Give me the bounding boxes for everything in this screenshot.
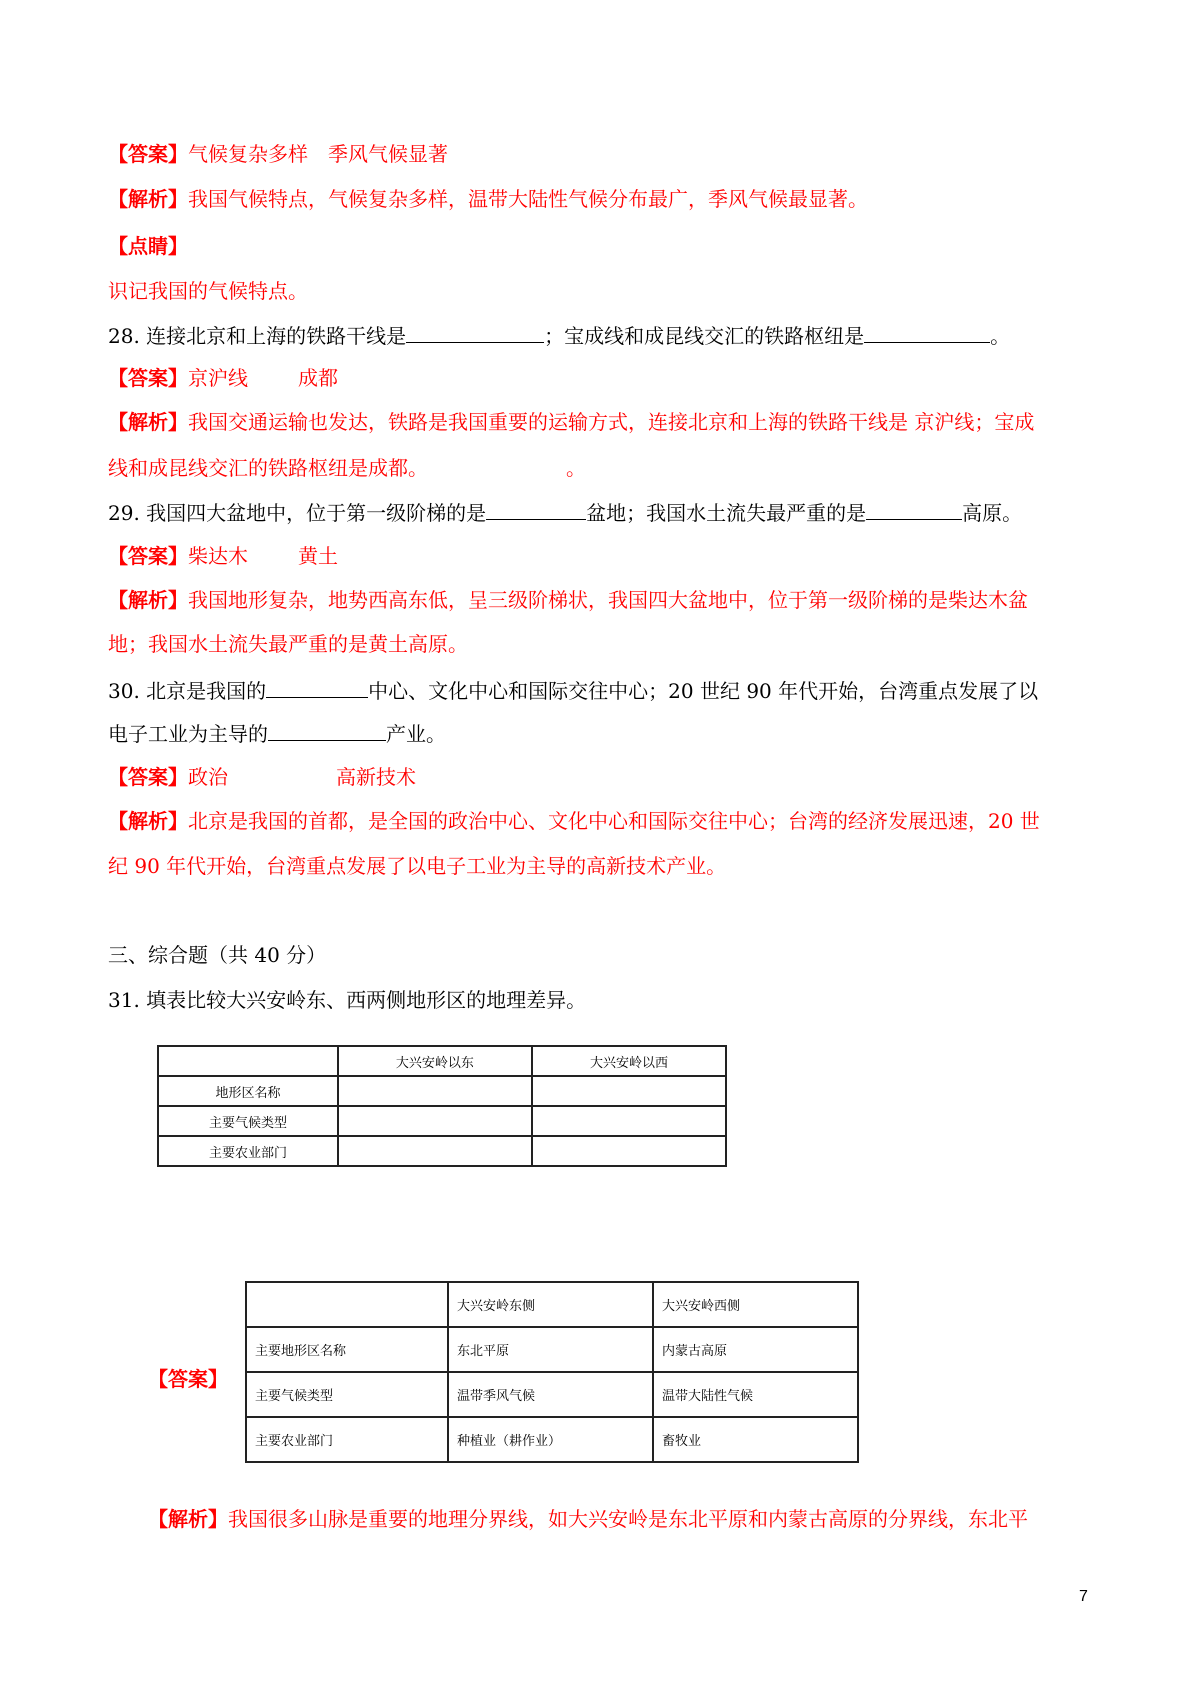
q29-analysis-2 (108, 630, 468, 658)
table-cell: 温带季风气候 (448, 1372, 653, 1417)
answer-value: 柴达木 (188, 544, 248, 568)
answer-blank (864, 320, 990, 343)
answer-value: 黄土 (298, 544, 338, 568)
q30-question-2 (108, 718, 446, 748)
table-row (158, 1136, 726, 1166)
table-row (246, 1372, 858, 1417)
table-cell (532, 1136, 726, 1166)
q28-answer (108, 364, 338, 392)
q31-question-table (157, 1045, 727, 1167)
table-header-row (158, 1046, 726, 1076)
q27-analysis (108, 185, 868, 213)
question-text: 高原。 (962, 501, 1023, 525)
analysis-text: 线和成昆线交汇的铁路枢纽是成都。 (108, 456, 428, 480)
table-cell (246, 1282, 448, 1327)
analysis-text: 我国地形复杂，地势西高东低，呈三级阶梯状，我国四大盆地中，位于第一级阶梯的是柴达木盆 (188, 588, 1028, 612)
table-row (158, 1076, 726, 1106)
analysis-tag: 【解析】 (148, 1507, 228, 1531)
table-header: 大兴安岭以东 (338, 1046, 532, 1076)
row-label: 主要地形区名称 (246, 1327, 448, 1372)
analysis-tag: 【解析】 (108, 187, 188, 211)
table-row (246, 1417, 858, 1462)
analysis-text: 北京是我国的首都，是全国的政治中心、文化中心和国际交往中心；台湾的经济发展迅速，20 世 (188, 809, 1040, 833)
question-text: 。 (990, 324, 1011, 348)
question-text: 电子工业为主导的 (108, 722, 268, 746)
table-header-row (246, 1282, 858, 1327)
analysis-tag: 【解析】 (108, 410, 188, 434)
table-row (158, 1106, 726, 1136)
table-cell: 东北平原 (448, 1327, 653, 1372)
question-text: 产业。 (386, 722, 446, 746)
q27-dianjing-tag: 【点睛】 (108, 234, 188, 258)
answer-tag: 【答案】 (108, 366, 188, 390)
row-label: 主要气候类型 (158, 1106, 338, 1136)
question-text: 盆地；我国水土流失最严重的是 (586, 501, 867, 525)
table-cell: 畜牧业 (653, 1417, 858, 1462)
table-header: 大兴安岭以西 (532, 1046, 726, 1076)
row-label: 主要农业部门 (158, 1136, 338, 1166)
table-cell: 种植业（耕作业） (448, 1417, 653, 1462)
answer-blank (486, 497, 586, 520)
q31-question: 31. 填表比较大兴安岭东、西两侧地形区的地理差异。 (108, 988, 587, 1012)
q29-analysis-1 (108, 586, 1028, 614)
table-cell (532, 1106, 726, 1136)
analysis-tag: 【解析】 (108, 809, 188, 833)
analysis-text: 地；我国水土流失最严重的是黄土高原。 (108, 632, 468, 656)
q31-answer-table (245, 1281, 859, 1463)
answer-blank (406, 320, 544, 343)
q29-answer (108, 542, 338, 570)
answer-value: 政治 (188, 765, 228, 789)
page-number: 7 (1079, 1588, 1088, 1605)
question-text: 29. 我国四大盆地中，位于第一级阶梯的是 (108, 501, 487, 525)
question-text: ；宝成线和成昆线交汇的铁路枢纽是 (544, 324, 865, 348)
analysis-text: 我国交通运输也发达，铁路是我国重要的运输方式，连接北京和上海的铁路干线是 京沪线；宝成 (188, 410, 1035, 434)
answer-value: 京沪线 (188, 366, 248, 390)
answer-blank (866, 497, 962, 520)
answer-tag: 【答案】 (108, 142, 188, 166)
answer-text: 气候复杂多样 季风气候显著 (188, 142, 448, 166)
answer-value: 成都 (298, 366, 338, 390)
q30-analysis-2 (108, 852, 726, 880)
row-label: 主要气候类型 (246, 1372, 448, 1417)
analysis-text: 纪 90 年代开始，台湾重点发展了以电子工业为主导的高新技术产业。 (108, 854, 727, 878)
answer-blank (268, 718, 386, 741)
q31-answer-tag: 【答案】 (148, 1367, 228, 1391)
answer-tag: 【答案】 (108, 544, 188, 568)
table-header: 大兴安岭西侧 (653, 1282, 858, 1327)
table-cell (338, 1076, 532, 1106)
analysis-text: 。 (566, 456, 586, 480)
answer-tag: 【答案】 (108, 765, 188, 789)
q28-question (108, 320, 1010, 350)
analysis-tag: 【解析】 (108, 588, 188, 612)
q30-question-1 (108, 675, 1038, 705)
answer-value: 高新技术 (336, 765, 416, 789)
q28-analysis-1 (108, 408, 1034, 436)
q27-answer (108, 140, 448, 168)
table-cell (338, 1136, 532, 1166)
question-text: 30. 北京是我国的 (108, 679, 267, 703)
table-cell (338, 1106, 532, 1136)
q28-analysis-2 (108, 454, 586, 482)
table-cell (158, 1046, 338, 1076)
row-label: 地形区名称 (158, 1076, 338, 1106)
analysis-text: 我国气候特点，气候复杂多样，温带大陆性气候分布最广，季风气候最显著。 (188, 187, 868, 211)
table-cell: 内蒙古高原 (653, 1327, 858, 1372)
table-cell (532, 1076, 726, 1106)
q27-dianjing-text: 识记我国的气候特点。 (108, 279, 308, 303)
q31-analysis (148, 1505, 1028, 1533)
row-label: 主要农业部门 (246, 1417, 448, 1462)
q30-answer (108, 763, 416, 791)
q29-question (108, 497, 1022, 527)
analysis-text: 我国很多山脉是重要的地理分界线，如大兴安岭是东北平原和内蒙古高原的分界线，东北平 (228, 1507, 1028, 1531)
section-heading: 三、综合题（共 40 分） (108, 943, 327, 967)
table-cell: 温带大陆性气候 (653, 1372, 858, 1417)
table-header: 大兴安岭东侧 (448, 1282, 653, 1327)
question-text: 中心、文化中心和国际交往中心；20 世纪 90 年代开始，台湾重点发展了以 (368, 679, 1039, 703)
q30-analysis-1 (108, 807, 1040, 835)
question-text: 28. 连接北京和上海的铁路干线是 (108, 324, 407, 348)
table-row (246, 1327, 858, 1372)
answer-blank (266, 675, 368, 698)
